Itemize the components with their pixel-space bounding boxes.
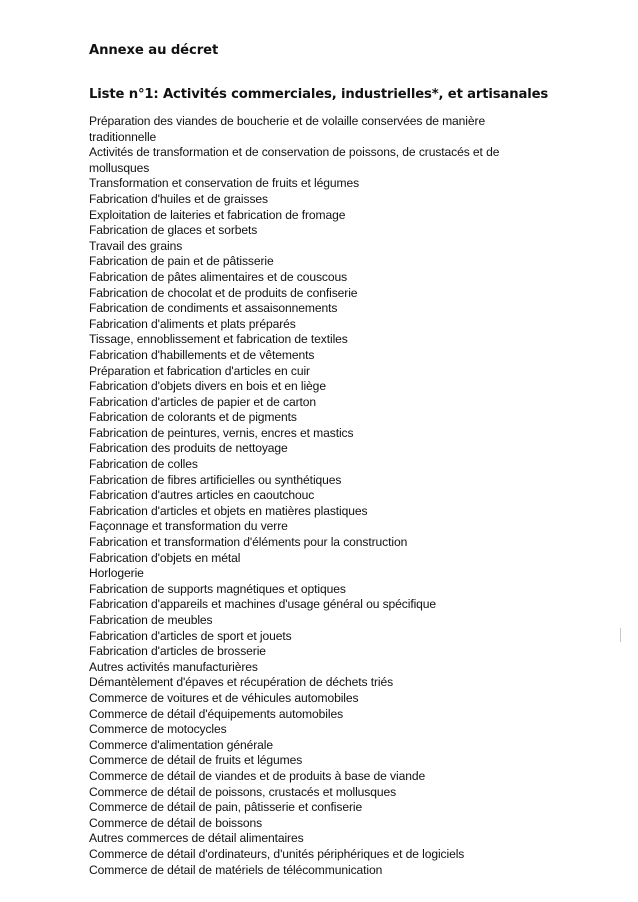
list-item: Fabrication de supports magnétiques et optiques — [89, 581, 346, 596]
list-item: Commerce de détail de boissons — [89, 815, 263, 830]
list-item: Fabrication de condiments et assaisonnements — [89, 301, 338, 316]
list-item: Commerce de détail de viandes et de produits à base de viande — [89, 768, 426, 783]
list-item: Fabrication d'aliments et plats préparés — [89, 316, 296, 331]
list-item: Commerce de détail de fruits et légumes — [89, 753, 303, 768]
list-item: Fabrication d'objets en métal — [89, 550, 241, 565]
list-item: Commerce de voitures et de véhicules automobiles — [89, 690, 359, 705]
list-item: Fabrication de chocolat et de produits de confiserie — [89, 285, 358, 300]
list-item: Fabrication d'articles de sport et jouets — [89, 628, 292, 643]
activity-list — [89, 114, 529, 878]
list-item: Fabrication d'autres articles en caoutchouc — [89, 488, 315, 503]
list-item: Démantèlement d'épaves et récupération de déchets triés — [89, 675, 394, 690]
list-item: Commerce de détail d'équipements automobiles — [89, 706, 344, 721]
list-item: Fabrication d'articles et objets en matières plastiques — [89, 503, 368, 518]
list-item: Commerce de détail d'ordinateurs, d'unités périphériques et de logiciels — [89, 846, 465, 861]
list-item: Fabrication d'articles de brosserie — [89, 644, 266, 659]
list-item: Préparation et fabrication d'articles en cuir — [89, 363, 310, 378]
list-item: Exploitation de laiteries et fabrication de fromage — [89, 207, 346, 222]
list-item: Commerce de détail de matériels de télécommunication — [89, 862, 383, 877]
list-item: Autres commerces de détail alimentaires — [89, 831, 304, 846]
list-item: Fabrication d'huiles et de graisses — [89, 191, 268, 206]
list-item: Fabrication de pain et de pâtisserie — [89, 254, 274, 269]
list-item: Fabrication de peintures, vernis, encres et mastics — [89, 425, 354, 440]
list-item: Fabrication d'objets divers en bois et en liège — [89, 379, 326, 394]
list-item: Façonnage et transformation du verre — [89, 519, 288, 534]
list-item: Commerce de détail de poissons, crustacés et mollusques — [89, 784, 397, 799]
list-item: Activités de transformation et de conservation de poissons, de crustacés et de mollusques — [89, 145, 500, 175]
list-item: Transformation et conservation de fruits et légumes — [89, 176, 360, 191]
list-item: Fabrication de fibres artificielles ou synthétiques — [89, 472, 342, 487]
list-item: Commerce de détail de pain, pâtisserie et confiserie — [89, 800, 363, 815]
list-item: Fabrication de glaces et sorbets — [89, 223, 258, 238]
list-item: Fabrication de colles — [89, 457, 198, 472]
list-item: Fabrication d'appareils et machines d'usage général ou spécifique — [89, 597, 437, 612]
list-item: Fabrication de pâtes alimentaires et de couscous — [89, 269, 348, 284]
list-item: Fabrication d'articles de papier et de carton — [89, 394, 317, 409]
list-item: Fabrication d'habillements et de vêtements — [89, 347, 315, 362]
list-item: Fabrication de colorants et de pigments — [89, 410, 297, 425]
list-item: Commerce d'alimentation générale — [89, 737, 273, 752]
list-item: Horlogerie — [89, 566, 144, 581]
list-item: Fabrication des produits de nettoyage — [89, 441, 288, 456]
list-item: Fabrication de meubles — [89, 613, 213, 627]
page-title: Annexe au décret — [89, 43, 219, 58]
list-item: Autres activités manufacturières — [89, 659, 258, 674]
list-item: Travail des grains — [89, 238, 183, 253]
list-item: Tissage, ennoblissement et fabrication de textiles — [89, 332, 348, 347]
list-item: Commerce de motocycles — [89, 722, 227, 737]
list-item: Fabrication et transformation d'éléments pour la construction — [89, 535, 408, 550]
scan-edge-mark — [620, 628, 621, 642]
list-title: Liste n°1: Activités commerciales, industrielles*, et artisanales — [89, 87, 549, 102]
list-item: Préparation des viandes de boucherie et de volaille conservées de manière traditionnelle — [89, 114, 486, 144]
